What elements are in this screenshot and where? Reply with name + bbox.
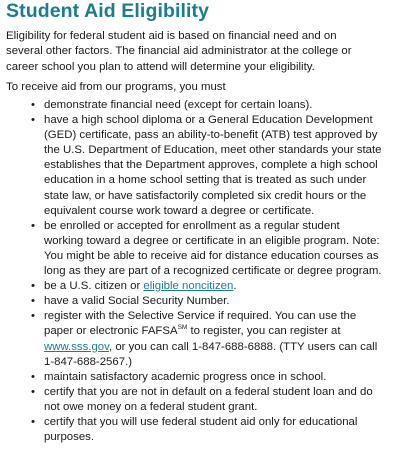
intro-line: Eligibility for federal student aid is based on financial need and on xyxy=(6,30,337,42)
requirement-text: 1-847-688-2567.) xyxy=(44,355,133,368)
requirement-text: establishes that the Department approves, complete a high school xyxy=(44,159,378,172)
requirement-financial-need xyxy=(0,98,418,113)
bullet-icon: • xyxy=(31,99,35,111)
requirement-text: be enrolled or accepted for enrollment as a regular student xyxy=(44,219,340,232)
requirement-enrolled xyxy=(0,219,418,279)
requirement-text: education in a home school setting that is treated as such under xyxy=(44,174,367,187)
requirement-text: purposes. xyxy=(44,431,95,444)
requirement-text: register with the Selective Service if required. You can use the xyxy=(44,310,357,323)
bullet-icon: • xyxy=(31,310,35,323)
eligible-noncitizen-link[interactable]: eligible noncitizen xyxy=(143,280,234,293)
requirements-lead: To receive aid from our programs, you must xyxy=(6,81,226,93)
requirement-citizen xyxy=(0,279,418,294)
requirement-no-default xyxy=(0,385,418,415)
requirement-text xyxy=(44,340,418,355)
fafsa-text: paper or electronic FAFSA xyxy=(44,325,178,338)
requirement-text: not owe money on a federal student grant. xyxy=(44,400,258,413)
intro-paragraph xyxy=(6,29,406,75)
requirement-ssn xyxy=(0,294,418,309)
requirement-progress xyxy=(0,370,418,385)
requirement-text: (GED) certificate, pass an ability-to-benefit (ATB) test approved by xyxy=(44,129,378,142)
requirement-text: working toward a degree or certificate in an eligible program. Note: xyxy=(44,234,380,247)
intro-line: several other factors. The financial aid administrator at the college or xyxy=(6,45,352,58)
bullet-icon: • xyxy=(31,370,35,383)
service-mark: SM xyxy=(177,324,188,332)
requirement-text: long as they are part of a recognized certificate or degree program. xyxy=(44,265,382,278)
intro-line: career school you plan to attend will determine your eligibility. xyxy=(6,60,315,73)
requirement-diploma xyxy=(0,113,418,219)
citizen-text: be a U.S. citizen or xyxy=(44,280,144,293)
bullet-icon: • xyxy=(31,114,35,127)
requirements-list xyxy=(0,98,418,445)
requirement-text: demonstrate financial need (except for certain loans). xyxy=(44,99,313,111)
bullet-icon: • xyxy=(31,219,35,232)
bullet-icon: • xyxy=(31,385,35,398)
requirement-educational-use xyxy=(0,415,418,445)
sss-gov-link[interactable]: www.sss.gov xyxy=(44,340,109,353)
requirement-text xyxy=(44,324,418,339)
requirement-text: equivalent course work toward a degree or certificate. xyxy=(44,204,315,217)
phone-text: , or you can call 1-847-688-6888. (TTY users can call xyxy=(108,340,378,353)
requirement-text: have a valid Social Security Number. xyxy=(44,295,230,308)
requirement-selective-service xyxy=(0,309,418,369)
requirement-text: certify that you are not in default on a federal student loan and do xyxy=(44,385,373,398)
requirement-text: maintain satisfactory academic progress once in school. xyxy=(44,370,327,383)
citizen-period: . xyxy=(233,280,237,293)
requirement-text: have a high school diploma or a General Education Development xyxy=(44,114,373,127)
requirement-text: state law, or have satisfactorily completed six credit hours or the xyxy=(44,189,367,202)
requirement-text: You might be able to receive aid for distance education courses as xyxy=(44,249,379,262)
requirement-text: the U.S. Department of Education, meet other standards your state xyxy=(44,144,382,157)
requirement-text xyxy=(44,279,418,294)
page-title: Student Aid Eligibility xyxy=(6,0,210,22)
bullet-icon: • xyxy=(31,295,35,308)
fafsa-register-text: to register, you can register at xyxy=(187,325,341,338)
requirement-text: certify that you will use federal student aid only for educational xyxy=(44,415,358,428)
bullet-icon: • xyxy=(31,280,35,293)
bullet-icon: • xyxy=(31,415,35,428)
